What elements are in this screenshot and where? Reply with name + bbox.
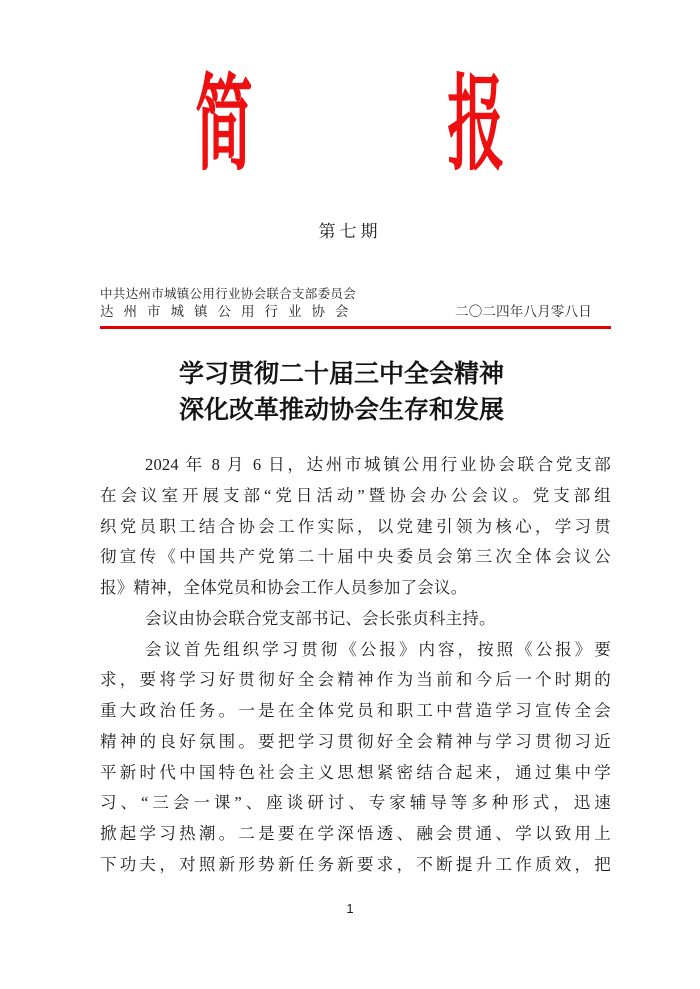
body-line: 会议由协会联合党支部书记、会长张贞科主持。	[145, 608, 496, 628]
article-title-line2: 深化改革推动协会生存和发展	[178, 397, 504, 424]
body-line: 下功夫，对照新形势新任务新要求，不断提升工作质效，把	[100, 854, 611, 874]
body-line: 平新时代中国特色社会主义思想紧密结合起来，通过集中学	[100, 762, 611, 782]
body-line: 报》精神，全体党员和协会工作人员参加了会议。	[100, 578, 468, 597]
article-title	[100, 357, 611, 429]
masthead-char-jian: 简	[195, 68, 253, 183]
article-body	[100, 450, 611, 881]
masthead-title	[0, 68, 700, 183]
body-line: 在会议室开展支部“党日活动”暨协会办公会议。党支部组	[100, 485, 611, 505]
body-line: 习、“三会一课”、座谈研讨、专家辅导等多种形式，迅速	[100, 793, 611, 813]
page-number: 1	[346, 901, 354, 916]
body-line: 2024 年 8 月 6 日，达州市城镇公用行业协会联合党支部	[145, 455, 611, 474]
issue-number-label: 第七期	[318, 222, 382, 241]
body-line: 求，要将学习好贯彻好全会精神作为当前和今后一个时期的	[100, 670, 611, 690]
body-line: 织党员职工结合协会工作实际，以党建引领为核心，学习贯	[100, 516, 611, 536]
issue-date: 二〇二四年八月零八日	[455, 304, 592, 319]
body-line: 重大政治任务。一是在全体党员和职工中营造学习宣传全会	[100, 701, 611, 720]
body-line: 精神的良好氛围。要把学习贯彻好全会精神与学习贯彻习近	[100, 731, 611, 751]
article-title-line1: 学习贯彻二十届三中全会精神	[178, 361, 504, 388]
body-line: 会议首先组织学习贯彻《公报》内容，按照《公报》要	[145, 639, 611, 659]
red-divider-rule	[100, 326, 611, 329]
body-line: 彻宣传《中国共产党第二十届中央委员会第三次全体会议公	[100, 547, 611, 567]
masthead-char-bao: 报	[447, 68, 505, 183]
body-line: 掀起学习热潮。二是要在学深悟透、融会贯通、学以致用上	[100, 824, 611, 843]
org-name-committee: 中共达州市城镇公用行业协会联合支部委员会	[100, 287, 357, 301]
org-name-association: 达州市城镇公用行业协会	[100, 304, 359, 319]
